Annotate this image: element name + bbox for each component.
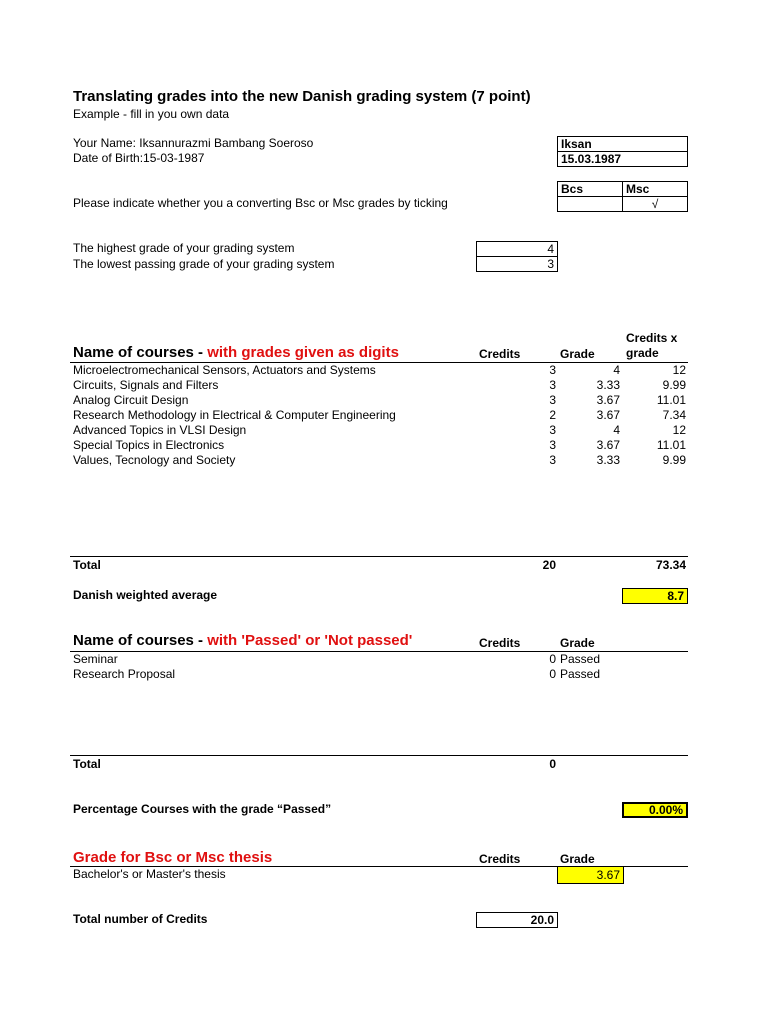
msc-header: Msc: [626, 182, 650, 196]
graded-row-name: Analog Circuit Design: [73, 393, 189, 407]
passed-row-name: Seminar: [73, 652, 118, 666]
graded-col-credits: Credits: [479, 347, 521, 361]
thesis-col-credits: Credits: [479, 852, 521, 866]
graded-row-grade: 3.33: [596, 453, 620, 467]
graded-row-cxg: 9.99: [662, 378, 686, 392]
bcs-tick-field[interactable]: [557, 196, 623, 212]
name-field[interactable]: [557, 136, 688, 152]
thesis-heading: Grade for Bsc or Msc thesis: [73, 849, 273, 866]
passed-heading-red: with 'Passed' or 'Not passed': [207, 632, 413, 649]
graded-row-credits: 2: [549, 408, 556, 422]
graded-row-cxg: 11.01: [656, 438, 686, 452]
degree-question: Please indicate whether you a converting Bsc or Msc grades by ticking: [73, 196, 448, 210]
graded-total-label: Total: [73, 558, 101, 572]
graded-row-cxg: 9.99: [662, 453, 686, 467]
msc-header-cell: [622, 181, 688, 197]
total-credits-field: [476, 912, 558, 928]
graded-heading: [73, 344, 399, 361]
name-value: Iksan: [561, 137, 592, 151]
thesis-row-name: Bachelor's or Master's thesis: [73, 867, 226, 881]
graded-row-grade: 4: [613, 363, 620, 377]
graded-row-name: Special Topics in Electronics: [73, 438, 225, 452]
graded-row-grade: 3.67: [596, 393, 620, 407]
graded-row-grade: 3.67: [596, 438, 620, 452]
passed-heading: [73, 632, 412, 649]
passed-row-grade: Passed: [560, 667, 601, 681]
graded-heading-red: with grades given as digits: [207, 344, 399, 361]
graded-row-name: Research Methodology in Electrical & Computer Engineering: [73, 408, 396, 422]
graded-row-cxg: 12: [672, 363, 686, 377]
graded-row-cxg: 7.34: [662, 408, 686, 422]
passed-col-credits: Credits: [479, 636, 521, 650]
graded-row-name: Advanced Topics in VLSI Design: [73, 423, 247, 437]
dob-field[interactable]: [557, 151, 688, 167]
passed-row-name: Research Proposal: [73, 667, 176, 681]
graded-col-grade: Grade: [560, 347, 595, 361]
graded-total-credits: 20: [542, 558, 556, 572]
highest-grade-field[interactable]: [476, 241, 558, 257]
highest-grade-value: 4: [547, 242, 554, 256]
passed-total-label: Total: [73, 757, 101, 771]
weighted-average-value: 8.7: [667, 589, 684, 603]
lowest-grade-label: The lowest passing grade of your grading system: [73, 257, 335, 271]
page-title: Translating grades into the new Danish grading system (7 point): [73, 88, 531, 105]
graded-row-grade: 4: [613, 423, 620, 437]
graded-row-cxg: 11.01: [656, 393, 686, 407]
thesis-grade-value: 3.67: [596, 868, 620, 882]
graded-row-name: Circuits, Signals and Filters: [73, 378, 219, 392]
passed-row-credits: 0: [549, 652, 556, 666]
graded-row-name: Microelectromechanical Sensors, Actuators and Systems: [73, 363, 376, 377]
lowest-grade-field[interactable]: [476, 256, 558, 272]
passed-percentage-field: [622, 802, 688, 818]
dob-value: 15.03.1987: [561, 152, 622, 166]
passed-row-grade: Passed: [560, 652, 601, 666]
graded-row-credits: 3: [549, 393, 556, 407]
passed-total-divider: [70, 755, 688, 756]
graded-total-divider: [70, 556, 688, 557]
weighted-average-field: [622, 588, 688, 604]
graded-heading-black: Name of courses -: [73, 344, 208, 361]
graded-row-credits: 3: [549, 423, 556, 437]
passed-col-grade: Grade: [560, 636, 595, 650]
passed-percentage-value: 0.00%: [648, 803, 683, 817]
graded-row-grade: 3.67: [596, 408, 620, 422]
dob-label: Date of Birth:15-03-1987: [73, 151, 205, 165]
graded-row-credits: 3: [549, 363, 556, 377]
graded-total-cxg: 73.34: [655, 558, 686, 572]
graded-col-cxg-1: Credits x: [626, 331, 678, 345]
passed-heading-black: Name of courses -: [73, 632, 208, 649]
graded-row-credits: 3: [549, 453, 556, 467]
thesis-grade-field[interactable]: [557, 866, 624, 884]
graded-row-cxg: 12: [672, 423, 686, 437]
msc-tick-field[interactable]: [622, 196, 688, 212]
passed-row-credits: 0: [549, 667, 556, 681]
graded-row-name: Values, Tecnology and Society: [73, 453, 236, 467]
passed-total-credits: 0: [549, 757, 556, 771]
total-credits-value: 20.0: [530, 913, 554, 927]
thesis-col-grade: Grade: [560, 852, 595, 866]
graded-row-credits: 3: [549, 438, 556, 452]
name-label: Your Name: Iksannurazmi Bambang Soeroso: [73, 136, 314, 150]
graded-row-credits: 3: [549, 378, 556, 392]
graded-row-grade: 3.33: [596, 378, 620, 392]
bcs-header: Bcs: [561, 182, 584, 196]
bcs-header-cell: [557, 181, 623, 197]
highest-grade-label: The highest grade of your grading system: [73, 241, 295, 255]
passed-percentage-label: Percentage Courses with the grade “Passed”: [73, 802, 332, 816]
page-subtitle: Example - fill in you own data: [73, 107, 230, 121]
msc-tick-value: √: [651, 197, 659, 211]
graded-col-cxg-2: grade: [626, 346, 659, 360]
total-credits-label: Total number of Credits: [73, 912, 208, 926]
lowest-grade-value: 3: [547, 257, 554, 271]
weighted-average-label: Danish weighted average: [73, 588, 218, 602]
